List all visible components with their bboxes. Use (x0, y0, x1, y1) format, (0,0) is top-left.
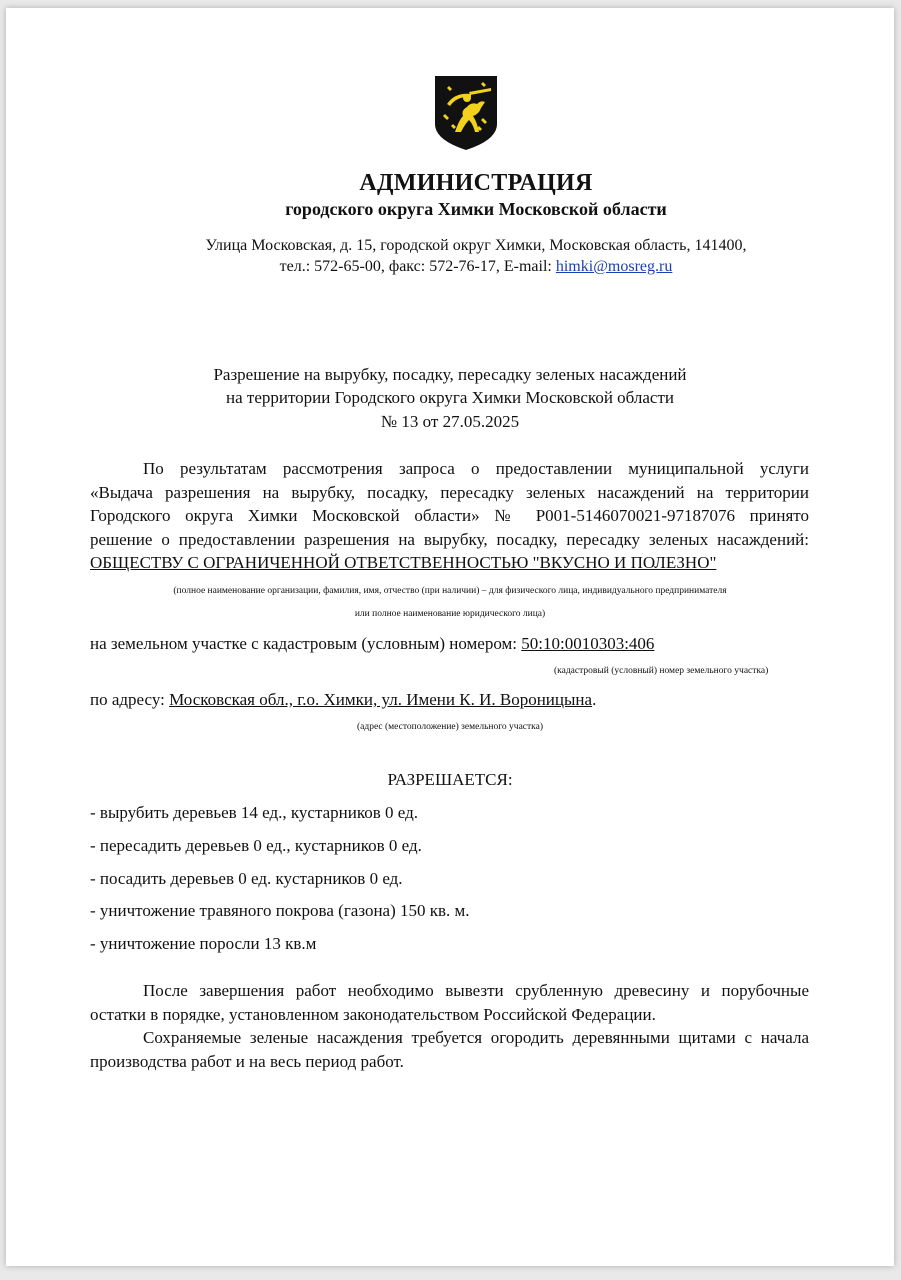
document-title-line-2: на территории Городского округа Химки Московской области (226, 388, 674, 407)
intro-paragraph (90, 457, 809, 575)
permit-item: - уничтожение травяного покрова (газона) 150 кв. м. (90, 901, 470, 920)
email-link[interactable]: himki@mosreg.ru (555, 258, 673, 275)
cadastral-label: на земельном участке с кадастровым (условным) номером: (90, 634, 522, 653)
organization-title: АДМИНИСТРАЦИЯ (359, 170, 593, 196)
address-period: . (592, 690, 597, 709)
address-line (90, 690, 596, 710)
recipient-caption-line-1: (полное наименование организации, фамилия, имя, отчество (при наличии) – для физического лица, индивидуального предпринимателя (173, 586, 727, 596)
address-caption: (адрес (местоположение) земельного участка) (356, 722, 544, 732)
document-page (6, 8, 894, 1266)
organization-address: Улица Московская, д. 15, городской округ Химки, Московская область, 141400, (205, 237, 747, 254)
permits-heading: РАЗРЕШАЕТСЯ: (387, 770, 513, 789)
closing-section (90, 979, 809, 1073)
cadastral-number: 50:10:0010303:406 (521, 634, 655, 653)
contact-phone-fax: тел.: 572-65-00, факс: 572-76-17, E-mail: (279, 258, 556, 275)
document-title-line-1: Разрешение на вырубку, посадку, пересадку зеленых насаждений (213, 365, 687, 384)
address-value: Московская обл., г.о. Химки, ул. Имени К. И. Вороницына (169, 690, 593, 709)
coat-of-arms-icon (433, 74, 499, 152)
document-number-date: № 13 от 27.05.2025 (380, 412, 520, 431)
intro-line-4: решение о предоставлении разрешения на вырубку, посадку, пересадку зеленых насаждений: (90, 529, 809, 549)
permit-item: - уничтожение поросли 13 кв.м (90, 934, 317, 953)
cadastral-caption: (кадастровый (условный) номер земельного участка) (554, 666, 769, 676)
intro-line-3: Городского округа Химки Московской области» № P001-5146070021-97187076 принято (90, 506, 809, 525)
recipient-caption-line-2: или полное наименование юридического лица) (354, 609, 546, 619)
permit-item: - пересадить деревьев 0 ед., кустарников 0 ед. (90, 836, 422, 855)
permit-item: - посадить деревьев 0 ед. кустарников 0 ед. (90, 869, 403, 888)
closing-paragraph-2: Сохраняемые зеленые насаждения требуется огородить деревянными щитами с начала производства работ и на весь период работ. (90, 1028, 809, 1071)
intro-line-1: По результатам рассмотрения запроса о предоставлении муниципальной услуги (143, 459, 809, 478)
organization-contacts (6, 258, 901, 276)
intro-line-2: «Выдача разрешения на вырубку, посадку, пересадку зеленых насаждений на территории (90, 482, 809, 502)
permit-item: - вырубить деревьев 14 ед., кустарников 0 ед. (90, 803, 418, 822)
cadastral-line (90, 634, 654, 654)
recipient-name: ОБЩЕСТВУ С ОГРАНИЧЕННОЙ ОТВЕТСТВЕННОСТЬЮ "ВКУСНО И ПОЛЕЗНО" (90, 553, 717, 572)
address-label: по адресу: (90, 690, 170, 709)
organization-subtitle: городского округа Химки Московской области (285, 199, 667, 219)
closing-paragraph-1: После завершения работ необходимо вывезти срубленную древесину и порубочные остатки в порядке, установленном законодательством Российской Федерации. (90, 981, 809, 1024)
